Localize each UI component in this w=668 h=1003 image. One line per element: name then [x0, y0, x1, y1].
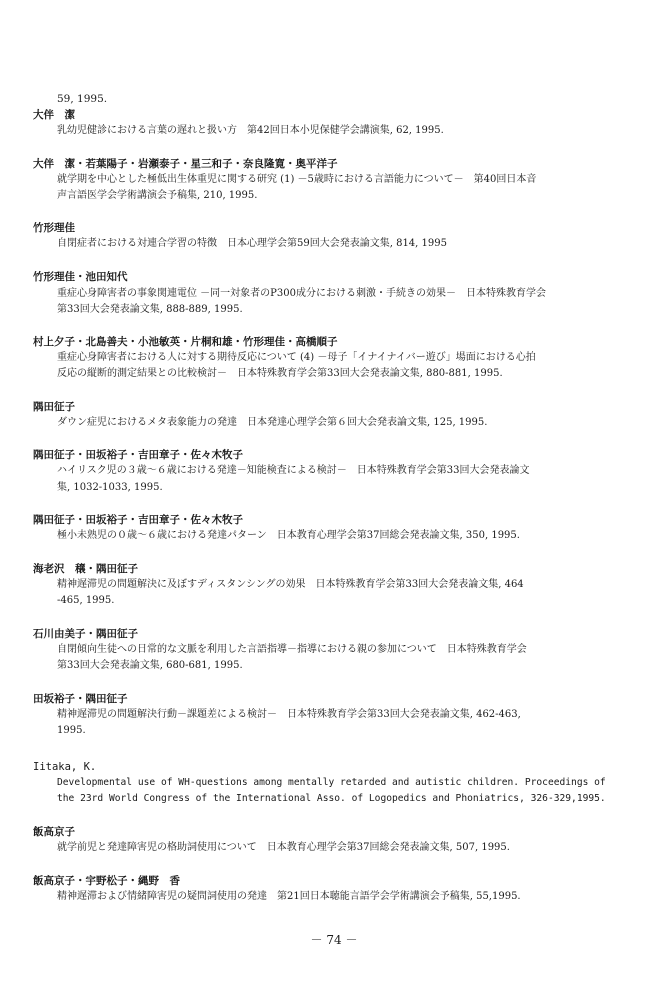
entry-text-line: 重症心身障害者における人に対する期待反応について (4) －母子「イナイナイバー遊び」場面における心拍 — [57, 352, 536, 363]
entry-author: 竹形理佳 — [33, 222, 75, 234]
entry-author: 飯高京子・宇野松子・縄野 香 — [33, 875, 180, 887]
entry-author: 田坂裕子・隅田征子 — [33, 693, 128, 705]
entry-text-line: 1995. — [57, 725, 86, 736]
entry-text-line: 精神遅滞および情緒障害児の疑問詞使用の発達 第21回日本聴能言語学会学術講演会予稿集, 55,1995. — [57, 891, 521, 902]
entry-text-line: 第33回大会発表論文集, 888-889, 1995. — [57, 304, 243, 315]
entry-text-line: 声言語医学会学術講演会予稿集, 210, 1995. — [57, 190, 258, 201]
entry-text-line: ハイリスク児の３歳～６歳における発達－知能検査による検討－ 日本特殊教育学会第33回大会発表論文 — [57, 465, 530, 476]
entry-author: 大伴 潔 — [33, 109, 75, 121]
entry-author: 隅田征子・田坂裕子・吉田章子・佐々木牧子 — [33, 514, 243, 526]
entry-text-line: -465, 1995. — [57, 595, 115, 606]
entry-text-line: 自閉症者における対連合学習の特徴 日本心理学会第59回大会発表論文集, 814, 1995 — [57, 238, 447, 249]
entry-author: 隅田征子 — [33, 401, 75, 413]
entry-text-line: 乳幼児健診における言葉の遅れと扱い方 第42回日本小児保健学会講演集, 62, 1995. — [57, 125, 444, 136]
entry-text-line: 就学期を中心とした極低出生体重児に関する研究 (1) －5歳時における言語能力について－ 第40回日本音 — [57, 174, 537, 185]
entry-text-line: the 23rd World Congress of the International Asso. of Logopedics and Phoniatrics, 326-329,1995. — [57, 793, 606, 804]
entry-text-line: 第33回大会発表論文集, 680-681, 1995. — [57, 660, 243, 671]
entry-author: 大伴 潔・若葉陽子・岩瀬泰子・星三和子・奈良隆寛・奥平洋子 — [33, 158, 338, 170]
entry-author: Iitaka, K. — [33, 761, 97, 773]
entry-author: 海老沢 穣・隅田征子 — [33, 563, 138, 575]
entry-text-line: Developmental use of WH-questions among mentally retarded and autistic children. Proceedings of — [57, 777, 606, 788]
entry-author: 隅田征子・田坂裕子・吉田章子・佐々木牧子 — [33, 449, 243, 461]
entry-text-line: 就学前児と発達障害児の格助詞使用について 日本教育心理学会第37回総会発表論文集, 507, 1995. — [57, 842, 510, 853]
entry-text-line: 精神遅滞児の問題解決行動－課題差による検討－ 日本特殊教育学会第33回大会発表論文集, 462-463, — [57, 709, 521, 720]
entry-text-line: 集, 1032-1033, 1995. — [57, 482, 163, 493]
entry-text-line: 自閉傾向生徒への日常的な文脈を利用した言語指導－指導における親の参加について 日本特殊教育学会 — [57, 644, 527, 655]
entry-author: 石川由美子・隅田征子 — [33, 628, 138, 640]
entry-text-line: 重症心身障害者の事象関連電位 －同一対象者のP300成分における刺激・手続きの効果－ 日本特殊教育学会 — [57, 288, 546, 299]
entry-text-line: 精神遅滞児の問題解決に及ぼすディスタンシングの効果 日本特殊教育学会第33回大会発表論文集, 464 — [57, 579, 524, 590]
entry-author: 竹形理佳・池田知代 — [33, 271, 128, 283]
entry-author: 村上夕子・北島善夫・小池敏英・片桐和雄・竹形理佳・高橋順子 — [33, 336, 338, 348]
page-number: － 74 － — [310, 933, 358, 947]
continued-fragment: 59, 1995. — [57, 93, 108, 105]
entry-text-line: 極小未熟児の０歳～６歳における発達パターン 日本教育心理学会第37回総会発表論文集, 350, 1995. — [57, 530, 520, 541]
entry-text-line: ダウン症児におけるメタ表象能力の発達 日本発達心理学会第６回大会発表論文集, 125, 1995. — [57, 417, 488, 428]
entry-text-line: 反応の縦断的測定結果との比較検討－ 日本特殊教育学会第33回大会発表論文集, 880-881, 1995. — [57, 368, 503, 379]
entry-author: 飯高京子 — [33, 826, 75, 838]
